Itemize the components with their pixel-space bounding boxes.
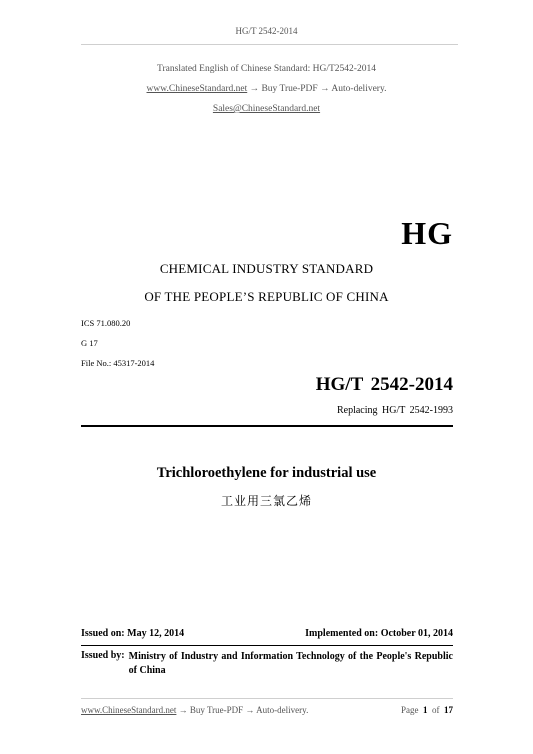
- issued-by: [81, 650, 453, 678]
- standard-title-line2: OF THE PEOPLE’S REPUBLIC OF CHINA: [144, 289, 389, 304]
- page-of: of: [432, 705, 440, 715]
- replacing-note: Replacing HG/T 2542-1993: [336, 405, 453, 416]
- header-divider: [81, 44, 458, 45]
- footer-links: [81, 705, 308, 715]
- issuing-authority: Ministry of Industry and Information Technology of the People's Republic of China: [128, 651, 453, 676]
- header-links: [0, 84, 533, 94]
- header-site-link[interactable]: www.ChineseStandard.net: [146, 84, 248, 94]
- ics-code: ICS 71.080.20: [81, 318, 131, 328]
- header-email-link[interactable]: Sales@ChineseStandard.net: [212, 104, 321, 114]
- issued-by-label: Issued by:: [81, 650, 125, 661]
- footer-buy-text: → Buy True-PDF → Auto-delivery.: [176, 705, 309, 715]
- g-code: G 17: [81, 338, 98, 348]
- implemented-on-date: Implemented on: October 01, 2014: [305, 628, 453, 639]
- translation-notice: Translated English of Chinese Standard: HG/T2542-2014: [157, 64, 376, 74]
- hg-logo: HG: [401, 215, 453, 251]
- header-buy-text: → Buy True-PDF → Auto-delivery.: [247, 84, 387, 94]
- footer-divider: [81, 698, 453, 699]
- document-title-cn: 工业用三氯乙烯: [220, 494, 312, 508]
- running-header: HG/T 2542-2014: [235, 26, 298, 36]
- footer-site-link[interactable]: www.ChineseStandard.net: [81, 705, 177, 715]
- page-indicator: [401, 705, 453, 715]
- standard-number: HG/T 2542-2014: [315, 374, 453, 395]
- header-email-line: [0, 104, 533, 114]
- file-number: File No.: 45317-2014: [81, 358, 155, 368]
- standard-title-line1: CHEMICAL INDUSTRY STANDARD: [159, 261, 374, 276]
- page-total: 17: [444, 705, 453, 715]
- page-current: 1: [423, 705, 428, 715]
- dates-divider: [81, 645, 453, 646]
- document-title-en: Trichloroethylene for industrial use: [156, 465, 377, 481]
- main-divider: [81, 425, 453, 427]
- issued-on-date: Issued on: May 12, 2014: [81, 628, 185, 639]
- page-label: Page: [401, 705, 419, 715]
